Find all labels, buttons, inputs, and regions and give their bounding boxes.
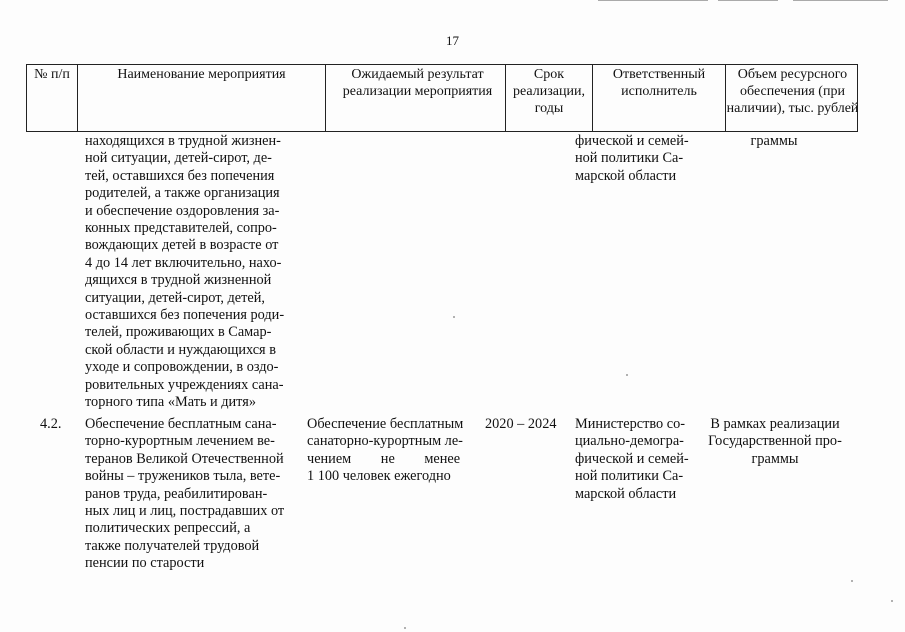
row1-name-cell: находящихся в трудной жизнен- ной ситуации, детей-сирот, де- тей, оставшихся без попечения родителей, а также организация и обеспечение оздоровления за- конных представителей, сопро- вождающих детей в возрасте от 4 до 14 лет включительно, нахо- дящихся в трудной жизненной ситуации, детей-сирот, детей, оставшихся без попечения роди- телей, проживающих в Самар- ской области и нуждающихся в уходе и сопровождении, в оздо- ровительных учреждениях сана- торного типа «Мать и дитя» [85,133,285,411]
header-executor: Ответственный исполнитель [593,65,726,131]
row2-executor-cell: Министерство со- циально-демогра- фической и семей- ной политики Са- марской области [575,416,689,502]
header-name: Наименование мероприятия [78,65,326,131]
row1-executor-cell: фической и семей- ной политики Са- марской области [575,133,689,184]
header-number: № п/п [27,65,78,131]
scan-artifact-line [598,0,708,1]
header-term: Срок реализации, годы [506,65,593,131]
scan-speck [453,316,455,318]
row2-name-cell: Обеспечение бесплатным сана- торно-курортным лечением ве- теранов Великой Отечественной войны – тружеников тыла, вете- ранов труда, реабилитирован- ных лиц и лиц, пострадавших от политических репрессий, а также получателей трудовой пенсии по старости [85,416,285,572]
scan-speck [404,627,406,629]
header-result: Ожидаемый результат реализации мероприятия [326,65,506,131]
scan-artifact-line [793,0,888,1]
row2-number-cell: 4.2. [40,416,62,432]
header-resources: Объем ресурсного обеспечения (при наличии), тыс. рублей [726,67,859,116]
scan-speck [891,600,893,602]
table-header [26,64,858,132]
scan-speck [851,580,853,582]
row1-resources-cell: граммы [750,133,798,149]
row2-result-cell: Обеспечение бесплатным санаторно-курортным ле- чением не менее 1 100 человек ежегодно [307,416,464,485]
page-number: 17 [446,33,459,48]
row2-term-cell: 2020 – 2024 [485,416,557,432]
scan-speck [626,374,628,376]
row2-resources-cell: В рамках реализации Государственной про- граммы [708,416,842,467]
scan-artifact-line [718,0,778,1]
